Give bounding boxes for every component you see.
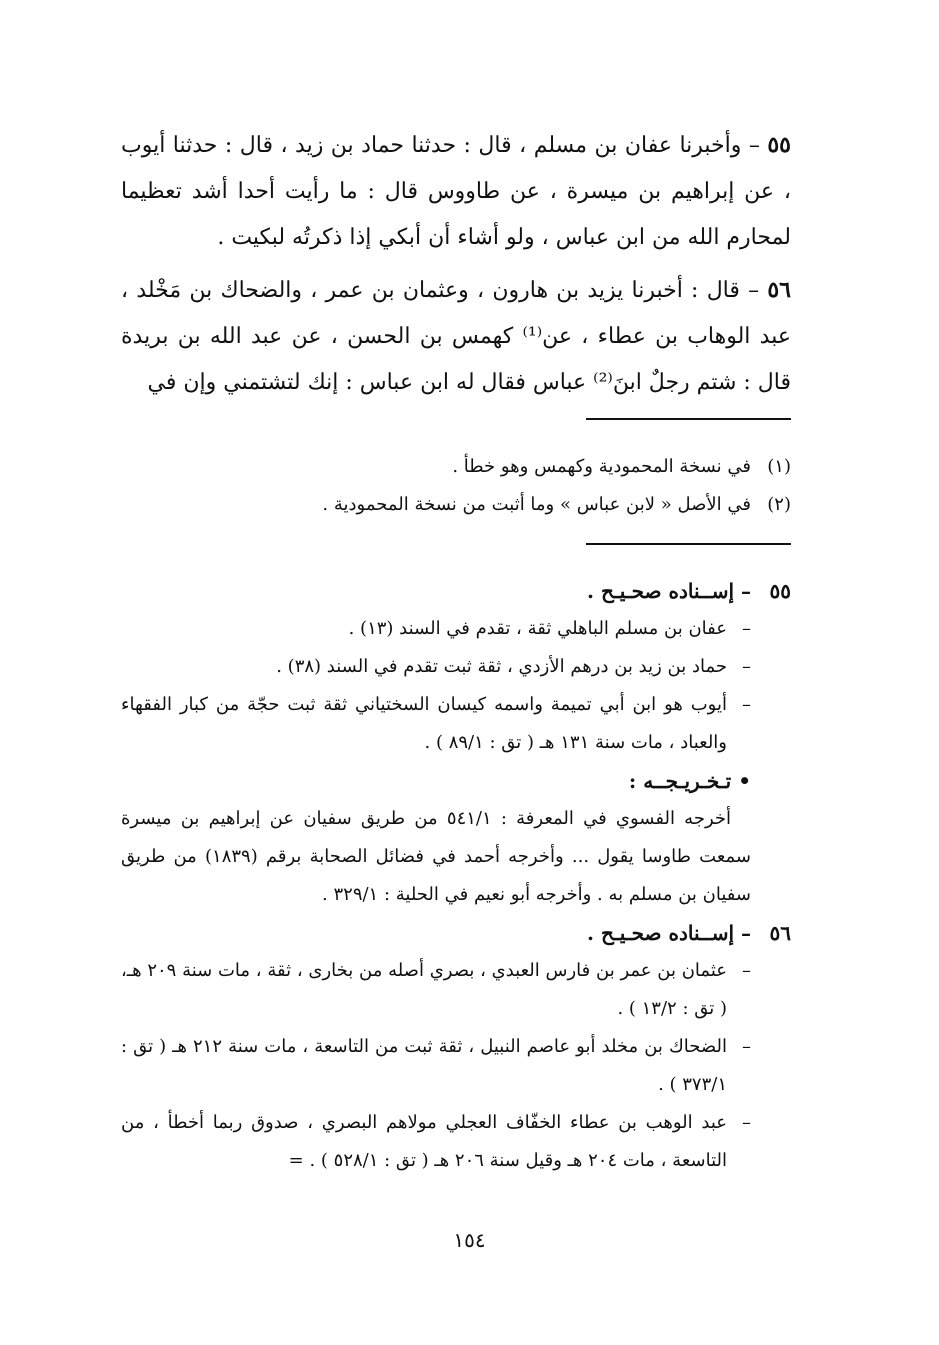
list-item xyxy=(121,610,791,648)
narrator-list-55 xyxy=(121,610,791,762)
footnote-mark: (١) xyxy=(767,456,791,477)
list-item-text: عفان بن مسلم الباهلي ثقة ، تقدم في السند (١٣) . xyxy=(348,618,727,639)
main-text xyxy=(121,122,791,412)
list-item xyxy=(121,1028,791,1104)
list-item-text: الضحاك بن مخلد أبو عاصم النبيل ، ثقة ثبت من التاسعة ، مات سنة ٢١٢ هـ ( تق : ٣٧٣/١ ) . xyxy=(121,1036,728,1095)
list-item-text: حماد بن زيد بن درهم الأزدي ، ثقة ثبت تقدم في السند (٣٨) . xyxy=(276,656,727,677)
section-title: – إســناده صحـيـح . xyxy=(587,921,751,945)
footnote xyxy=(121,448,791,486)
hadith-number: ٥٥ xyxy=(767,132,791,158)
paragraph-55 xyxy=(121,122,791,261)
paragraph-text: – قال : أخبرنا يزيد بن هارون ، وعثمان بن عمر ، والضحاك بن مَخْلد ، عبد الوهاب بن عطاء ، عن⁽¹⁾ كهمس بن الحسن ، عن عبد الله بن بريدة قال : شتم رجلٌ ابنَ⁽²⁾ عباس فقال له ابن عباس : إنك لتشتمني وإن في xyxy=(121,278,791,395)
narrator-list-56 xyxy=(121,952,791,1180)
dash-marker: – xyxy=(742,960,751,981)
section-title: – إســناده صحـيـح . xyxy=(587,579,751,603)
takhrij-heading: • تـخـريـجــه : xyxy=(628,769,751,793)
list-item-text: أيوب هو ابن أبي تميمة واسمه كيسان السختياني ثقة ثبت حجّة من كبار الفقهاء والعباد ، مات سنة ١٣١ هـ ( تق : ٨٩/١ ) . xyxy=(121,694,727,753)
dash-marker: – xyxy=(742,656,751,677)
dash-marker: – xyxy=(742,694,751,715)
list-item-text: عبد الوهب بن عطاء الخفّاف العجلي مولاهم البصري ، صدوق ربما أخطأ ، من التاسعة ، مات ٢٠٤ هـ وقيل سنة ٢٠٦ هـ ( تق : ٥٢٨/١ ) . = xyxy=(121,1112,727,1171)
list-item xyxy=(121,686,791,762)
footnote-text: في نسخة المحمودية وكهمس وهو خطأ . xyxy=(452,456,751,477)
dash-marker: – xyxy=(742,1112,751,1133)
section-heading-55 xyxy=(121,572,791,610)
section-number: ٥٦ xyxy=(769,921,791,945)
commentary-divider xyxy=(586,543,791,545)
section-number: ٥٥ xyxy=(769,579,791,603)
paragraph-text: – وأخبرنا عفان بن مسلم ، قال : حدثنا حماد بن زيد ، قال : حدثنا أيوب ، عن إبراهيم بن ميسرة ، عن طاووس قال : ما رأيت أحدا أشد تعظيما لمحارم الله من ابن عباس ، ولو أشاء أن أبكي إذا ذكرتُه لبكيت . xyxy=(121,133,791,250)
takhrij-text: أخرجه الفسوي في المعرفة : ٥٤١/١ من طريق سفيان عن إبراهيم بن ميسرة سمعت طاوسا يقول ... وأخرجه أحمد في فضائل الصحابة برقم (١٨٣٩) من طريق سفيان بن مسلم به . وأخرجه أبو نعيم في الحلية : ٣٢٩/١ . xyxy=(121,808,752,905)
commentary xyxy=(121,572,791,1180)
dash-marker: – xyxy=(742,618,751,639)
paragraph-56 xyxy=(121,267,791,406)
list-item xyxy=(121,648,791,686)
dash-marker: – xyxy=(742,1036,751,1057)
list-item xyxy=(121,1104,791,1180)
footnotes xyxy=(121,448,791,524)
footnote-mark: (٢) xyxy=(767,494,791,515)
footnote-text: في الأصل « لابن عباس » وما أثبت من نسخة المحمودية . xyxy=(322,494,751,515)
page-number: ١٥٤ xyxy=(453,1228,486,1252)
list-item-text: عثمان بن عمر بن فارس العبدي ، بصري أصله من بخارى ، ثقة ، مات سنة ٢٠٩ هـ، ( تق : ١٣/٢ ) . xyxy=(121,960,727,1019)
list-item xyxy=(121,952,791,1028)
hadith-number: ٥٦ xyxy=(767,277,791,303)
section-heading-56 xyxy=(121,914,791,952)
footnote-divider xyxy=(586,418,791,420)
footnote xyxy=(121,486,791,524)
